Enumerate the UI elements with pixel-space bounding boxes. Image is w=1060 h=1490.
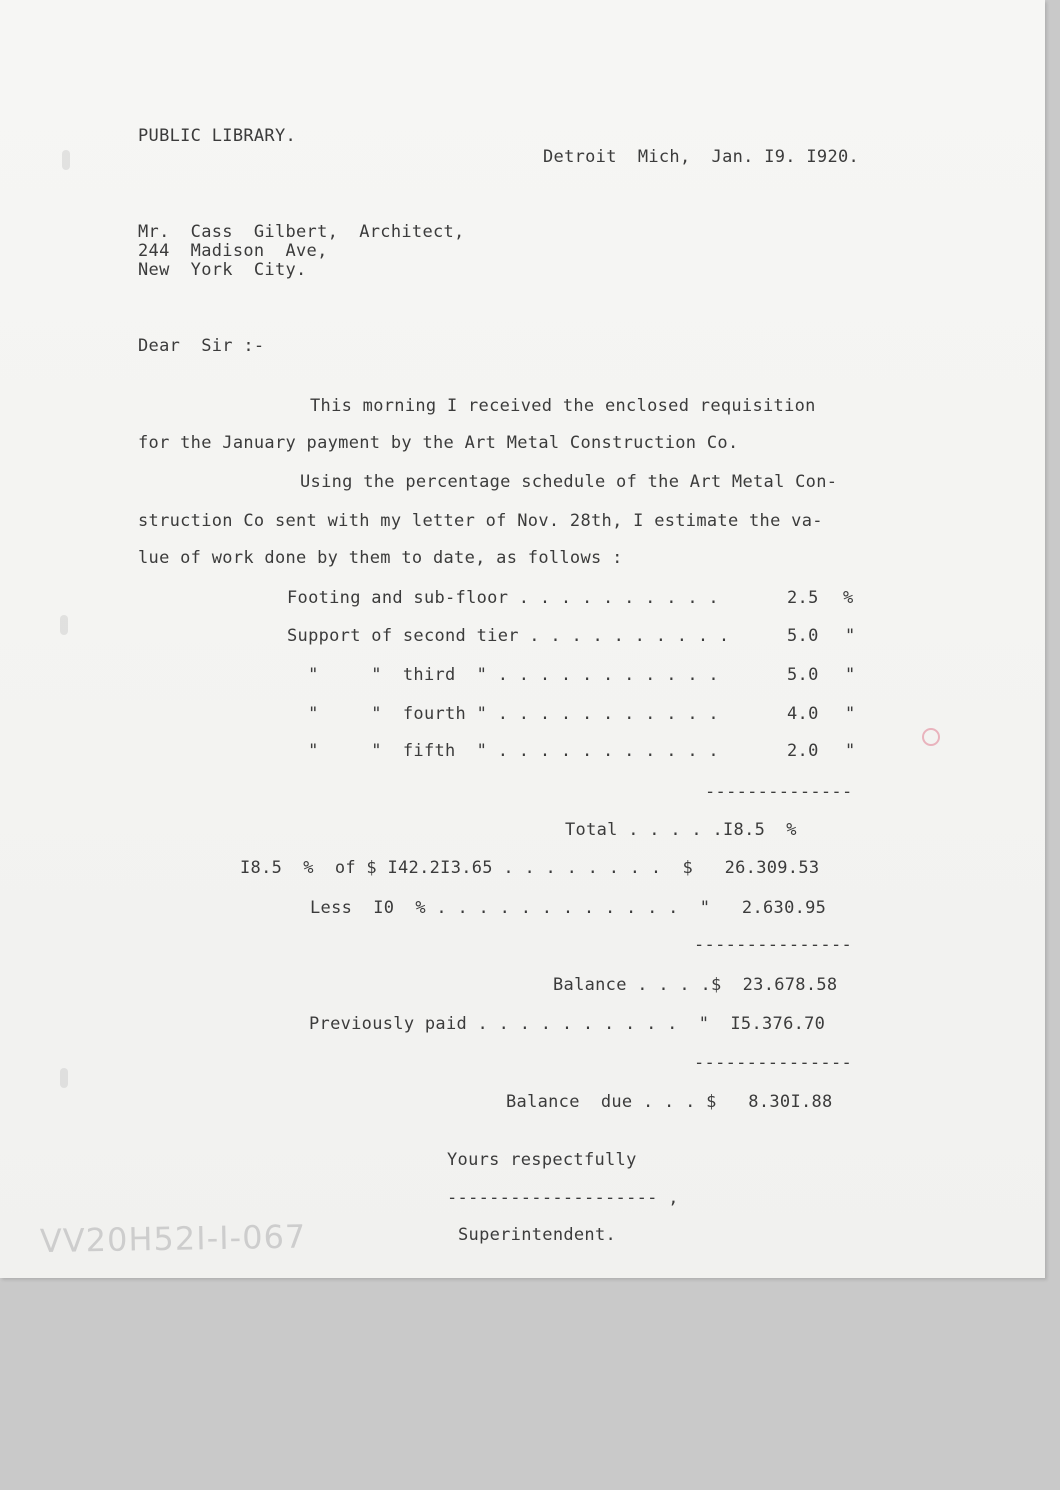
- schedule-unit: ": [845, 665, 856, 685]
- sum-rule: --------------: [705, 782, 853, 802]
- dateline: Detroit Mich, Jan. I9. I920.: [543, 147, 860, 167]
- schedule-label: " " fourth " . . . . . . . . . . .: [287, 704, 719, 724]
- schedule-label: Support of second tier . . . . . . . . . .: [287, 626, 730, 646]
- signature-rule: -------------------- ,: [447, 1188, 679, 1208]
- salutation: Dear Sir :-: [138, 336, 265, 356]
- schedule-unit: ": [845, 741, 856, 761]
- balance-line: Balance . . . .$ 23.678.58: [553, 975, 838, 995]
- red-circle-mark: [922, 728, 940, 746]
- less-line: Less I0 % . . . . . . . . . . . . " 2.630.95: [310, 898, 827, 918]
- schedule-label: " " third " . . . . . . . . . . .: [287, 665, 719, 685]
- signer-title: Superintendent.: [458, 1225, 617, 1245]
- closing: Yours respectfully: [447, 1150, 637, 1170]
- schedule-value: 5.0: [787, 626, 819, 646]
- schedule-label: Footing and sub-floor . . . . . . . . . .: [287, 588, 719, 608]
- balance-due-line: Balance due . . . $ 8.30I.88: [506, 1092, 833, 1112]
- schedule-unit: %: [843, 588, 854, 608]
- total-line: Total . . . . .I8.5 %: [565, 820, 797, 840]
- schedule-unit: ": [845, 626, 856, 646]
- addressee-line-3: New York City.: [138, 260, 307, 280]
- previously-paid-line: Previously paid . . . . . . . . . . " I5.376.70: [309, 1014, 826, 1034]
- schedule-label: " " fifth " . . . . . . . . . . .: [287, 741, 719, 761]
- schedule-unit: ": [845, 704, 856, 724]
- letterhead: PUBLIC LIBRARY.: [138, 126, 297, 146]
- archive-stamp: VV20H52I-I-067: [39, 1217, 307, 1261]
- punch-hole-mark: [60, 615, 68, 635]
- schedule-value: 5.0: [787, 665, 819, 685]
- calc-line: I8.5 % of $ I42.2I3.65 . . . . . . . . $ 26.309.53: [240, 858, 820, 878]
- body-line: for the January payment by the Art Metal Construction Co.: [138, 433, 739, 453]
- sum-rule: ---------------: [694, 1053, 853, 1073]
- schedule-value: 2.0: [787, 741, 819, 761]
- body-line: struction Co sent with my letter of Nov. 28th, I estimate the va-: [138, 511, 823, 531]
- body-line: lue of work done by them to date, as follows :: [138, 548, 623, 568]
- punch-hole-mark: [60, 1068, 68, 1088]
- punch-hole-mark: [62, 150, 70, 170]
- schedule-value: 4.0: [787, 704, 819, 724]
- schedule-value: 2.5: [787, 588, 819, 608]
- body-line: This morning I received the enclosed requisition: [310, 396, 816, 416]
- sum-rule: ---------------: [694, 935, 853, 955]
- body-line: Using the percentage schedule of the Art Metal Con-: [300, 472, 838, 492]
- addressee-line-2: 244 Madison Ave,: [138, 241, 328, 261]
- addressee-line-1: Mr. Cass Gilbert, Architect,: [138, 222, 465, 242]
